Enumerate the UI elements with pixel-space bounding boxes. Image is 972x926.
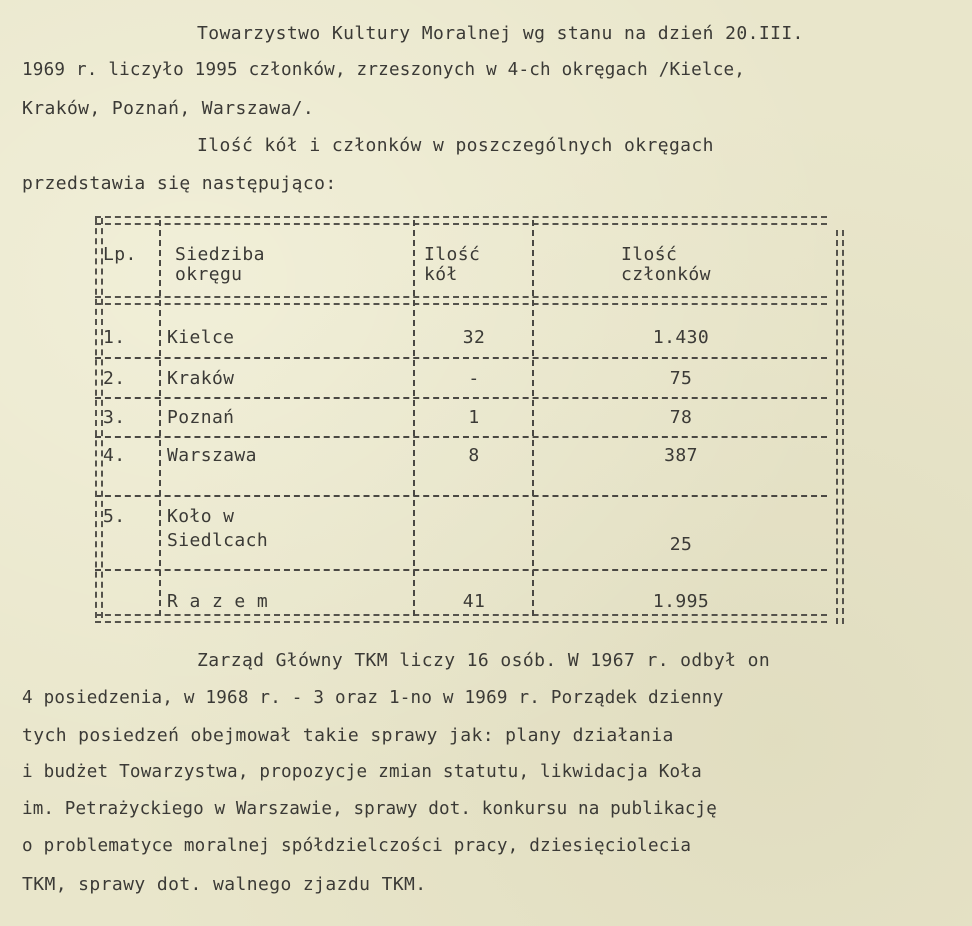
header-circles-line1: Ilość bbox=[424, 244, 481, 265]
row-seat: Koło w bbox=[167, 506, 235, 527]
row-seat-line2: Siedlcach bbox=[167, 530, 269, 551]
row-circles: 32 bbox=[462, 327, 486, 348]
text-line: Towarzystwo Kultury Moralnej wg stanu na dzień 20.III. bbox=[197, 23, 804, 44]
row-members: 75 bbox=[669, 368, 693, 389]
row-members: 78 bbox=[669, 407, 693, 428]
row-divider bbox=[95, 495, 827, 497]
row-divider bbox=[95, 436, 827, 438]
text-line: im. Petrażyckiego w Warszawie, sprawy dot. konkursu na publikację bbox=[22, 799, 718, 819]
total-members: 1.995 bbox=[652, 591, 710, 612]
text-line: i budżet Towarzystwa, propozycje zmian statutu, likwidacja Koła bbox=[22, 762, 702, 782]
row-members: 25 bbox=[669, 534, 693, 555]
row-seat: Kraków bbox=[167, 368, 235, 389]
row-lp: 1. bbox=[103, 327, 126, 348]
row-seat: Kielce bbox=[167, 327, 235, 348]
text-line: przedstawia się następująco: bbox=[22, 173, 337, 194]
table-bottom-border bbox=[95, 614, 827, 623]
table-left-border bbox=[95, 218, 103, 618]
row-members: 1.430 bbox=[652, 327, 710, 348]
header-members-line1: Ilość bbox=[621, 244, 678, 265]
row-seat: Warszawa bbox=[167, 445, 257, 466]
text-line: tych posiedzeń obejmował takie sprawy jak: plany działania bbox=[22, 725, 674, 746]
header-circles-line2: kół bbox=[424, 264, 458, 285]
row-lp: 5. bbox=[103, 506, 126, 527]
row-lp: 2. bbox=[103, 368, 126, 389]
total-circles: 41 bbox=[462, 591, 486, 612]
row-circles: 1 bbox=[468, 407, 480, 428]
row-divider bbox=[95, 569, 827, 571]
total-label: R a z e m bbox=[167, 591, 269, 612]
text-line: 4 posiedzenia, w 1968 r. - 3 oraz 1-no w 1969 r. Porządek dzienny bbox=[22, 688, 724, 708]
row-seat: Poznań bbox=[167, 407, 235, 428]
row-circles: 8 bbox=[468, 445, 480, 466]
text-line: Kraków, Poznań, Warszawa/. bbox=[22, 98, 315, 119]
table-top-border bbox=[95, 216, 827, 225]
text-line: Ilość kół i członków w poszczególnych okręgach bbox=[197, 135, 714, 156]
row-divider bbox=[95, 357, 827, 359]
districts-table bbox=[95, 216, 841, 624]
text-line: 1969 r. liczyło 1995 członków, zrzeszonych w 4-ch okręgach /Kielce, bbox=[22, 60, 746, 80]
row-lp: 4. bbox=[103, 445, 126, 466]
row-circles: - bbox=[468, 368, 480, 389]
row-lp: 3. bbox=[103, 407, 126, 428]
header-bottom-border bbox=[95, 296, 827, 305]
table-right-border bbox=[836, 230, 844, 624]
header-seat-line2: okręgu bbox=[175, 264, 243, 285]
row-divider bbox=[95, 397, 827, 399]
text-line: TKM, sprawy dot. walnego zjazdu TKM. bbox=[22, 874, 427, 895]
text-line: o problematyce moralnej spółdzielczości pracy, dziesięciolecia bbox=[22, 836, 692, 856]
column-divider bbox=[532, 220, 534, 616]
header-members-line2: członków bbox=[621, 264, 711, 285]
column-divider bbox=[159, 220, 161, 616]
header-seat-line1: Siedziba bbox=[175, 244, 265, 265]
header-lp: Lp. bbox=[103, 244, 137, 265]
column-divider bbox=[413, 220, 415, 616]
text-line: Zarząd Główny TKM liczy 16 osób. W 1967 r. odbył on bbox=[197, 650, 771, 671]
row-members: 387 bbox=[664, 445, 698, 466]
